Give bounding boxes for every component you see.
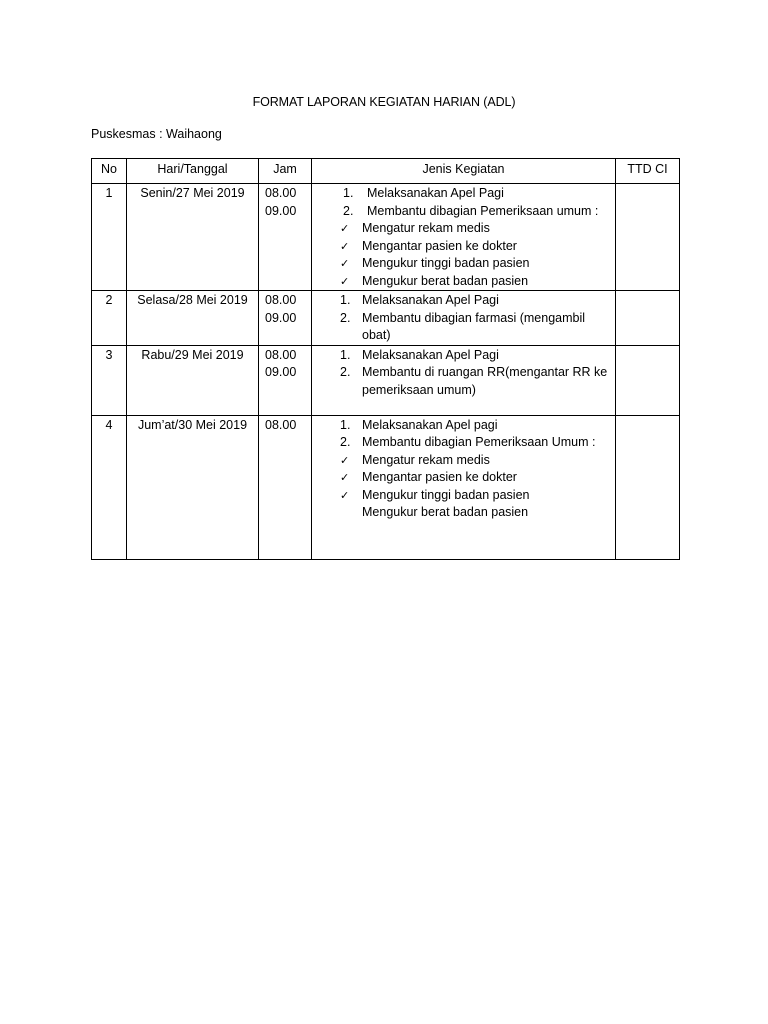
cell-activities <box>312 184 616 291</box>
cell-jam <box>259 291 312 346</box>
activity-item <box>318 203 609 221</box>
activity-text: Mengatur rekam medis <box>362 221 490 235</box>
cell-no: 3 <box>92 345 127 415</box>
activity-text: Membantu dibagian Pemeriksaan Umum : <box>362 435 596 449</box>
activity-item <box>318 347 609 365</box>
activity-text: Mengatur rekam medis <box>362 452 490 467</box>
activity-list <box>318 417 609 522</box>
activity-text: Mengukur tinggi badan pasien <box>362 256 530 270</box>
cell-no: 1 <box>92 184 127 291</box>
table-row <box>92 291 680 346</box>
puskesmas-line <box>91 127 222 141</box>
checkmark-icon: ✓ <box>340 471 350 484</box>
header-jam: Jam <box>259 159 312 184</box>
jam-value: 09.00 <box>265 203 297 218</box>
puskesmas-label: Puskesmas : <box>91 127 163 141</box>
activity-item <box>318 452 609 470</box>
activity-item <box>318 220 609 238</box>
activity-item <box>318 417 609 435</box>
cell-activities <box>312 345 616 415</box>
cell-jam <box>259 184 312 291</box>
list-number: 1. <box>340 417 351 432</box>
jam-value: 08.00 <box>265 186 297 200</box>
jam-value: 08.00 <box>265 293 297 307</box>
cell-day: Selasa/28 Mei 2019 <box>127 291 259 346</box>
activity-table <box>91 158 680 560</box>
cell-jam <box>259 415 312 559</box>
jam-value: 08.00 <box>265 417 297 432</box>
activity-text: Melaksanakan Apel Pagi <box>367 186 504 200</box>
activity-item <box>318 504 609 522</box>
activity-text: Mengukur berat badan pasien <box>362 505 529 519</box>
activity-item <box>318 255 609 273</box>
activity-item <box>318 292 609 310</box>
cell-ttd <box>616 415 680 559</box>
list-number: 2. <box>343 203 354 218</box>
activity-text: Mengukur tinggi badan pasien <box>362 487 530 502</box>
activity-text: Membantu dibagian Pemeriksaan umum : <box>367 203 599 218</box>
cell-day: Jum’at/30 Mei 2019 <box>127 415 259 559</box>
activity-text: Membantu di ruangan RR(mengantar RR ke pemeriksaan umum) <box>362 365 608 397</box>
cell-ttd <box>616 345 680 415</box>
cell-no: 2 <box>92 291 127 346</box>
checkmark-icon: ✓ <box>340 222 350 235</box>
header-day: Hari/Tanggal <box>127 159 259 184</box>
header-jenis-kegiatan: Jenis Kegiatan <box>312 159 616 184</box>
table-header-row <box>92 159 680 184</box>
header-no: No <box>92 159 127 184</box>
list-number: 1. <box>340 293 351 307</box>
list-number: 2. <box>340 365 351 379</box>
list-number: 2. <box>340 310 351 325</box>
activity-item <box>318 185 609 203</box>
activity-list <box>318 347 609 400</box>
activity-text: Mengantar pasien ke dokter <box>362 238 517 253</box>
table-row <box>92 184 680 291</box>
cell-activities <box>312 415 616 559</box>
activity-item <box>318 273 609 291</box>
activity-text: Membantu dibagian farmasi (mengambil obat) <box>362 310 586 342</box>
list-number: 1. <box>340 347 351 362</box>
list-number: 2. <box>340 435 351 449</box>
activity-item <box>318 434 609 452</box>
header-ttd: TTD CI <box>616 159 680 184</box>
table-row <box>92 415 680 559</box>
puskesmas-value: Waihaong <box>166 127 222 141</box>
table-row <box>92 345 680 415</box>
checkmark-icon: ✓ <box>340 453 350 467</box>
jam-value: 09.00 <box>265 310 297 325</box>
activity-text: Mengukur berat badan pasien <box>362 273 529 288</box>
activity-item <box>318 469 609 487</box>
activity-list <box>318 292 609 345</box>
checkmark-icon: ✓ <box>340 257 350 270</box>
jam-value: 08.00 <box>265 347 297 362</box>
activity-list <box>318 185 609 290</box>
activity-text: Melaksanakan Apel pagi <box>362 417 498 432</box>
checkmark-icon: ✓ <box>340 488 350 502</box>
list-number: 1. <box>343 186 354 200</box>
cell-activities <box>312 291 616 346</box>
checkmark-icon: ✓ <box>340 239 350 253</box>
activity-text: Mengantar pasien ke dokter <box>362 470 517 484</box>
cell-day: Rabu/29 Mei 2019 <box>127 345 259 415</box>
cell-ttd <box>616 291 680 346</box>
activity-text: Melaksanakan Apel Pagi <box>362 293 499 307</box>
cell-jam <box>259 345 312 415</box>
activity-item <box>318 487 609 505</box>
activity-item <box>318 238 609 256</box>
document-title: FORMAT LAPORAN KEGIATAN HARIAN (ADL) <box>252 95 516 109</box>
activity-text: Melaksanakan Apel Pagi <box>362 347 499 362</box>
cell-day: Senin/27 Mei 2019 <box>127 184 259 291</box>
cell-ttd <box>616 184 680 291</box>
activity-item <box>318 364 609 399</box>
cell-no: 4 <box>92 415 127 559</box>
checkmark-icon: ✓ <box>340 274 350 288</box>
activity-item <box>318 310 609 345</box>
jam-value: 09.00 <box>265 365 297 379</box>
